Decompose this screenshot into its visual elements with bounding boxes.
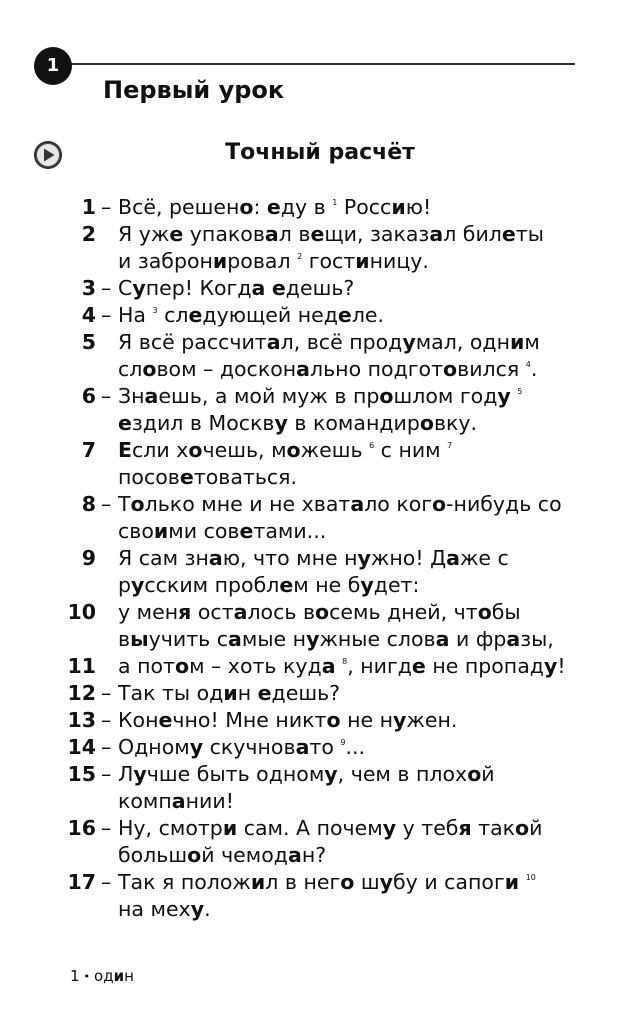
line-text: На $^3$ следующей неделе. xyxy=(118,303,385,327)
stress-mark: а xyxy=(233,600,248,624)
stress-mark: о xyxy=(142,357,157,381)
stress-mark: е xyxy=(239,519,254,543)
line-number: 15 xyxy=(67,762,96,786)
line-number: 2 xyxy=(81,222,96,246)
stress-mark: я xyxy=(458,816,472,840)
stress-mark: у xyxy=(393,708,407,732)
stress-mark: у xyxy=(382,816,397,840)
line-number: 17 xyxy=(67,870,96,894)
stress-mark: у xyxy=(497,384,511,408)
line-text: Знаешь, а мой муж в прошлом году $^5$ ездил в Москву в командировку. xyxy=(118,384,523,435)
stress-mark: а xyxy=(264,222,279,246)
stress-mark: е xyxy=(337,303,352,327)
text-segment: т xyxy=(402,140,415,165)
stress-mark: о xyxy=(432,492,447,516)
line-number: 4 xyxy=(81,303,96,327)
dialogue-line xyxy=(0,815,640,869)
chapter-title: Первый урок xyxy=(103,76,285,104)
stress-mark: и xyxy=(212,249,228,273)
footer-bullet: • xyxy=(83,970,91,983)
dialogue-line xyxy=(0,599,640,653)
footnote-ref: 7 xyxy=(447,441,453,450)
stress-mark: и xyxy=(355,249,370,273)
text-segment: од xyxy=(94,967,114,985)
stress-mark: у xyxy=(189,735,204,759)
footnote-ref: 3 xyxy=(152,306,158,315)
line-text: Я уже упаковал вещи, заказал билеты и забронировал $^2$ гостиницу. xyxy=(118,222,544,273)
dialogue-line xyxy=(0,545,640,599)
line-text: Только мне и не хватало кого-нибудь со своими советами... xyxy=(118,492,562,543)
stress-mark: а xyxy=(295,735,310,759)
footnote-ref: 6 xyxy=(369,441,375,450)
stress-mark: е xyxy=(118,411,132,435)
speaker-dash: – xyxy=(101,384,112,408)
dialogue-line xyxy=(0,761,640,815)
stress-mark: Е xyxy=(118,438,133,462)
line-text: а потом – хоть куда $^8$, нигде не пропаду! xyxy=(118,654,566,678)
line-text: Я всё рассчитал, всё продумал, одним словом – досконально подготовился $^4$. xyxy=(118,330,540,381)
stress-mark: и xyxy=(391,195,406,219)
line-number: 12 xyxy=(67,681,96,705)
footnote-ref: 5 xyxy=(517,387,523,396)
speaker-dash: – xyxy=(101,708,112,732)
page-footer xyxy=(70,965,134,988)
line-text: Ну, смотри сам. А почему у тебя такой большой чемодан? xyxy=(118,816,543,867)
speaker-dash: – xyxy=(101,195,112,219)
stress-mark: у xyxy=(402,330,416,354)
speaker-dash: – xyxy=(101,816,112,840)
stress-mark: а xyxy=(266,330,281,354)
line-text: Так ты один едешь? xyxy=(118,681,341,705)
stress-mark: и xyxy=(222,816,238,840)
stress-mark: е xyxy=(279,573,294,597)
stress-mark: е xyxy=(501,222,516,246)
stress-mark: е xyxy=(257,681,272,705)
speaker-dash: – xyxy=(101,870,112,894)
dialogue-line xyxy=(0,437,640,491)
stress-mark: о xyxy=(326,708,341,732)
stress-mark: а xyxy=(287,843,302,867)
speaker-dash: – xyxy=(101,492,112,516)
line-number: 3 xyxy=(81,276,96,300)
stress-mark: а xyxy=(171,789,186,813)
stress-mark: о xyxy=(188,438,203,462)
stress-mark: а xyxy=(321,654,336,678)
stress-mark: а xyxy=(506,627,521,651)
line-number: 13 xyxy=(67,708,96,732)
footnote-ref: 1 xyxy=(332,198,338,207)
stress-mark: а xyxy=(251,276,266,300)
stress-mark: о xyxy=(286,438,301,462)
speaker-dash: – xyxy=(101,735,112,759)
footnote-ref: 10 xyxy=(525,873,536,882)
text-segment: чный расч xyxy=(255,140,388,165)
stress-mark: о xyxy=(239,195,254,219)
dialogue-line xyxy=(0,734,640,761)
line-number: 16 xyxy=(67,816,96,840)
footnote-ref: 8 xyxy=(342,657,348,666)
stress-mark: у xyxy=(306,627,320,651)
line-text: Если хочешь, можешь $^6$ с ним $^7$ посоветоваться. xyxy=(118,438,453,489)
stress-mark: а xyxy=(296,357,310,381)
dialogue-line xyxy=(0,707,640,734)
line-text: Конечно! Мне никто не нужен. xyxy=(118,708,458,732)
stress-mark: а xyxy=(350,492,365,516)
stress-mark: у xyxy=(357,546,371,570)
dialogue-line xyxy=(0,383,640,437)
dialogue-title xyxy=(0,136,640,170)
stress-mark: о xyxy=(340,870,355,894)
stress-mark: о xyxy=(443,357,458,381)
stress-mark: и xyxy=(250,870,266,894)
dialogue-line xyxy=(0,680,640,707)
stress-mark: е xyxy=(158,708,173,732)
page-number-word xyxy=(94,967,134,985)
stress-mark: у xyxy=(379,870,394,894)
line-text: Так я положил в него шубу и сапоги $^{10}$ на меху. xyxy=(118,870,536,921)
stress-mark: у xyxy=(324,762,338,786)
stress-mark: о xyxy=(240,140,256,165)
stress-mark: е xyxy=(188,303,203,327)
stress-mark: а xyxy=(208,546,223,570)
stress-mark: у xyxy=(190,897,205,921)
stress-mark: а xyxy=(435,627,450,651)
stress-mark: у xyxy=(274,411,288,435)
stress-mark: е xyxy=(271,276,286,300)
line-text: Супер! Когда едешь? xyxy=(118,276,355,300)
stress-mark: и xyxy=(153,519,169,543)
speaker-dash: – xyxy=(101,303,112,327)
stress-mark: а xyxy=(446,546,460,570)
dialogue-line xyxy=(0,194,640,221)
speaker-dash: – xyxy=(101,762,112,786)
line-text: Лучше быть одному, чем в плохой компании! xyxy=(118,762,495,813)
stress-mark: е xyxy=(411,654,426,678)
stress-mark: о xyxy=(419,411,434,435)
speaker-dash: – xyxy=(101,681,112,705)
stress-mark: о xyxy=(379,384,394,408)
line-text: Одному скучновато $^9$... xyxy=(118,735,366,759)
line-number: 11 xyxy=(67,654,96,678)
line-text: Я сам знаю, что мне нужно! Даже с русским проблем не будет: xyxy=(118,546,509,597)
dialogue-line xyxy=(0,491,640,545)
stress-mark: и xyxy=(223,681,238,705)
stress-mark: у xyxy=(360,573,374,597)
dialogue-list xyxy=(0,194,640,923)
line-number: 6 xyxy=(81,384,96,408)
line-number: 5 xyxy=(81,330,96,354)
stress-mark: е xyxy=(310,222,325,246)
footnote-ref: 2 xyxy=(297,252,303,261)
stress-mark: о xyxy=(477,600,492,624)
stress-mark: и xyxy=(113,967,125,985)
stress-mark: о xyxy=(315,600,330,624)
header-rule xyxy=(60,63,575,65)
stress-mark: и xyxy=(510,330,525,354)
stress-mark: у xyxy=(133,762,147,786)
dialogue-line xyxy=(0,221,640,275)
dialogue-line xyxy=(0,329,640,383)
stress-mark: у xyxy=(132,276,146,300)
chapter-number-badge: 1 xyxy=(34,47,72,85)
stress-mark: ы xyxy=(130,627,149,651)
stress-mark: у xyxy=(543,654,558,678)
stress-mark: у xyxy=(131,573,145,597)
speaker-dash: – xyxy=(101,276,112,300)
stress-mark: а xyxy=(144,384,159,408)
stress-mark: е xyxy=(179,465,194,489)
line-number: 10 xyxy=(67,600,96,624)
stress-mark: ё xyxy=(387,140,403,165)
stress-mark: я xyxy=(178,600,192,624)
footnote-ref: 9 xyxy=(340,738,346,747)
page-number: 1 xyxy=(70,967,80,985)
text-segment: н xyxy=(124,967,134,985)
line-number: 14 xyxy=(67,735,96,759)
dialogue-line xyxy=(0,275,640,302)
stress-mark: о xyxy=(467,762,482,786)
stress-mark: о xyxy=(515,816,530,840)
stress-mark: е xyxy=(169,222,184,246)
footnote-ref: 4 xyxy=(525,360,531,369)
stress-mark: о xyxy=(187,843,202,867)
dialogue-line xyxy=(0,869,640,923)
dialogue-line xyxy=(0,302,640,329)
line-number: 1 xyxy=(81,195,96,219)
line-number: 8 xyxy=(81,492,96,516)
stress-mark: е xyxy=(266,195,281,219)
stress-mark: а xyxy=(429,222,444,246)
stress-mark: о xyxy=(174,654,190,678)
dialogue-line xyxy=(0,653,640,680)
line-number: 7 xyxy=(81,438,96,462)
stress-mark: о xyxy=(130,492,145,516)
line-text: Всё, решено: еду в $^1$ Россию! xyxy=(118,195,432,219)
stress-mark: и xyxy=(504,870,520,894)
line-number: 9 xyxy=(81,546,96,570)
line-text: у меня осталось восемь дней, чтобы выучить самые нужные слова и фразы, xyxy=(118,600,554,651)
stress-mark: а xyxy=(228,627,242,651)
text-segment: Т xyxy=(225,140,241,165)
